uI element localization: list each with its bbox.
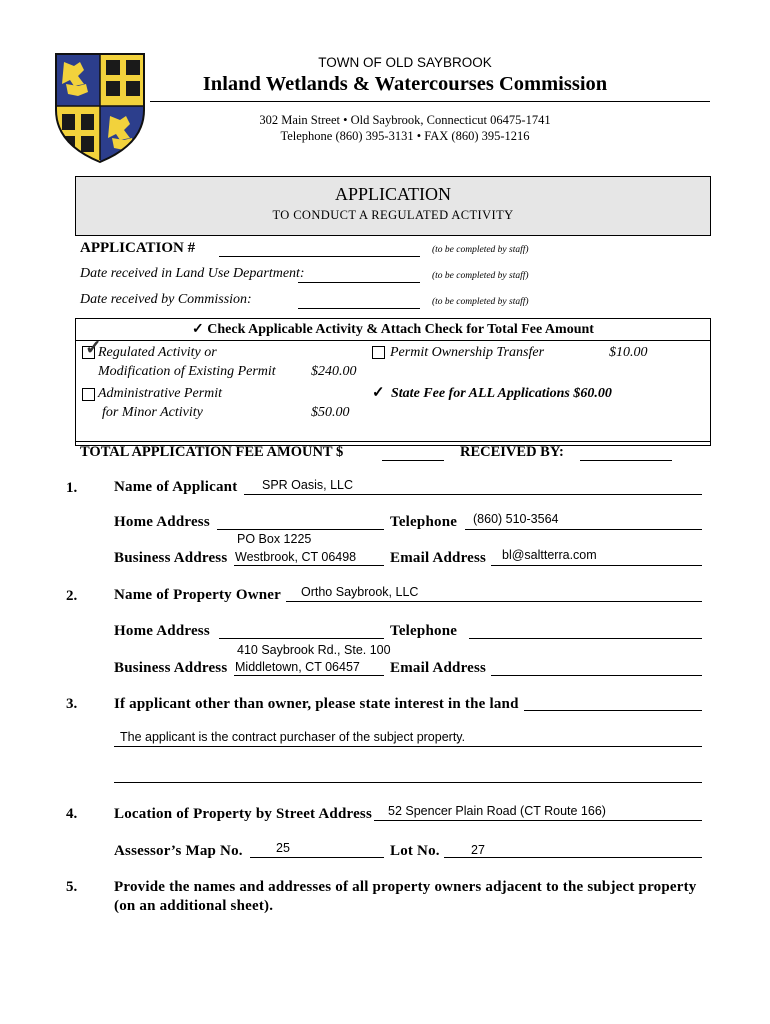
applicant-home-address-field[interactable] xyxy=(217,529,384,530)
lot-number-value: 27 xyxy=(471,843,485,857)
lot-number-field[interactable] xyxy=(444,857,702,858)
applicant-telephone-field[interactable] xyxy=(465,529,702,530)
applicant-name-value: SPR Oasis, LLC xyxy=(262,478,354,492)
date-land-use-field[interactable] xyxy=(298,282,420,283)
permit-transfer-label: Permit Ownership Transfer xyxy=(390,345,545,360)
applicant-telephone-value: (860) 510-3564 xyxy=(473,512,559,526)
total-fee-label: TOTAL APPLICATION FEE AMOUNT $ xyxy=(80,444,344,460)
fee-table-divider xyxy=(76,340,710,341)
owner-business-address-line1: 410 Saybrook Rd., Ste. 100 xyxy=(237,643,391,657)
property-location-value: 52 Spencer Plain Road (CT Route 166) xyxy=(388,804,606,818)
staff-note-3: (to be completed by staff) xyxy=(432,297,529,307)
administrative-permit-label-2: for Minor Activity xyxy=(102,405,203,420)
owner-email-label: Email Address xyxy=(390,660,487,676)
owner-name-label: Name of Property Owner xyxy=(114,587,281,603)
owner-name-value: Ortho Saybrook, LLC xyxy=(301,585,419,599)
total-fee-field[interactable] xyxy=(382,460,444,461)
header-rule xyxy=(150,101,710,102)
date-commission-field[interactable] xyxy=(298,308,420,309)
owner-telephone-label: Telephone xyxy=(390,623,458,639)
owner-business-address-label: Business Address xyxy=(114,660,228,676)
applicant-home-address-label: Home Address xyxy=(114,514,210,530)
applicant-business-address-value: Westbrook, CT 06498 xyxy=(235,550,357,564)
fee-table-header: ✓ Check Applicable Activity & Attach Check for Total Fee Amount xyxy=(192,322,594,337)
fee-table xyxy=(75,318,711,460)
assessor-map-value: 25 xyxy=(276,841,290,855)
lot-number-label: Lot No. xyxy=(390,843,440,859)
applicant-interest-field-2[interactable] xyxy=(114,746,702,747)
applicant-business-address-line1: PO Box 1225 xyxy=(237,532,312,546)
staff-note-1: (to be completed by staff) xyxy=(432,245,529,255)
applicant-name-label: Name of Applicant xyxy=(114,479,238,495)
date-commission-label: Date received by Commission: xyxy=(80,292,252,307)
application-title-box xyxy=(75,176,711,236)
application-number-label: APPLICATION # xyxy=(80,240,196,256)
property-location-label: Location of Property by Street Address xyxy=(114,806,373,822)
received-by-label: RECEIVED BY: xyxy=(460,444,564,460)
state-fee-label: State Fee for ALL Applications $60.00 xyxy=(391,386,612,401)
administrative-permit-label-1: Administrative Permit xyxy=(98,386,223,401)
applicant-telephone-label: Telephone xyxy=(390,514,458,530)
applicant-name-field[interactable] xyxy=(244,494,702,495)
town-name: TOWN OF OLD SAYBROOK xyxy=(318,55,492,70)
regulated-activity-label-2: Modification of Existing Permit xyxy=(98,364,276,379)
owner-business-address-value: Middletown, CT 06457 xyxy=(235,660,360,674)
owner-business-address-field[interactable] xyxy=(234,675,384,676)
section-1-number: 1. xyxy=(66,480,78,496)
section-5-number: 5. xyxy=(66,879,78,895)
permit-transfer-checkbox[interactable] xyxy=(372,345,388,363)
assessor-map-label: Assessor’s Map No. xyxy=(114,843,243,859)
commission-title: Inland Wetlands & Watercourses Commission xyxy=(202,73,608,95)
applicant-interest-value: The applicant is the contract purchaser of the subject property. xyxy=(120,730,466,744)
owner-email-field[interactable] xyxy=(491,675,702,676)
applicant-business-address-field[interactable] xyxy=(234,565,384,566)
commission-address: 302 Main Street • Old Saybrook, Connecticut 06475-1741 xyxy=(259,113,551,127)
section-2-number: 2. xyxy=(66,588,78,604)
applicant-interest-label: If applicant other than owner, please state interest in the land xyxy=(114,696,519,712)
applicant-email-value: bl@saltterra.com xyxy=(502,548,597,562)
town-seal-logo xyxy=(54,52,146,164)
fee-table-bottom-rule xyxy=(76,441,710,442)
state-fee-check-icon: ✓ xyxy=(372,385,385,401)
property-location-field[interactable] xyxy=(374,820,702,821)
received-by-field[interactable] xyxy=(580,460,672,461)
adjacent-owners-instruction-1: Provide the names and addresses of all property owners adjacent to the subject property xyxy=(114,879,697,895)
regulated-activity-fee: $240.00 xyxy=(311,364,357,379)
section-3-number: 3. xyxy=(66,696,78,712)
regulated-activity-label-1: Regulated Activity or xyxy=(98,345,217,360)
administrative-permit-fee: $50.00 xyxy=(311,405,350,420)
permit-transfer-fee: $10.00 xyxy=(609,345,648,360)
applicant-interest-field-1[interactable] xyxy=(524,710,702,711)
date-land-use-label: Date received in Land Use Department: xyxy=(80,266,305,281)
owner-name-field[interactable] xyxy=(286,601,702,602)
applicant-email-label: Email Address xyxy=(390,550,487,566)
applicant-interest-field-3[interactable] xyxy=(114,782,702,783)
section-4-number: 4. xyxy=(66,806,78,822)
administrative-permit-checkbox[interactable] xyxy=(82,387,98,405)
owner-telephone-field[interactable] xyxy=(469,638,702,639)
commission-phone: Telephone (860) 395-3131 • FAX (860) 395-1216 xyxy=(280,129,530,143)
owner-home-address-label: Home Address xyxy=(114,623,210,639)
applicant-email-field[interactable] xyxy=(491,565,702,566)
checkbox-box xyxy=(372,346,385,359)
regulated-activity-checkbox[interactable] xyxy=(82,337,102,363)
applicant-business-address-label: Business Address xyxy=(114,550,228,566)
application-number-field[interactable] xyxy=(219,256,420,257)
assessor-map-field[interactable] xyxy=(250,857,384,858)
application-title: APPLICATION xyxy=(334,184,451,204)
checkbox-checked-icon: ✓ xyxy=(85,337,102,359)
staff-note-2: (to be completed by staff) xyxy=(432,271,529,281)
adjacent-owners-instruction-2: (on an additional sheet). xyxy=(114,898,274,914)
checkbox-box xyxy=(82,388,95,401)
application-subtitle: TO CONDUCT A REGULATED ACTIVITY xyxy=(272,208,514,222)
owner-home-address-field[interactable] xyxy=(219,638,384,639)
